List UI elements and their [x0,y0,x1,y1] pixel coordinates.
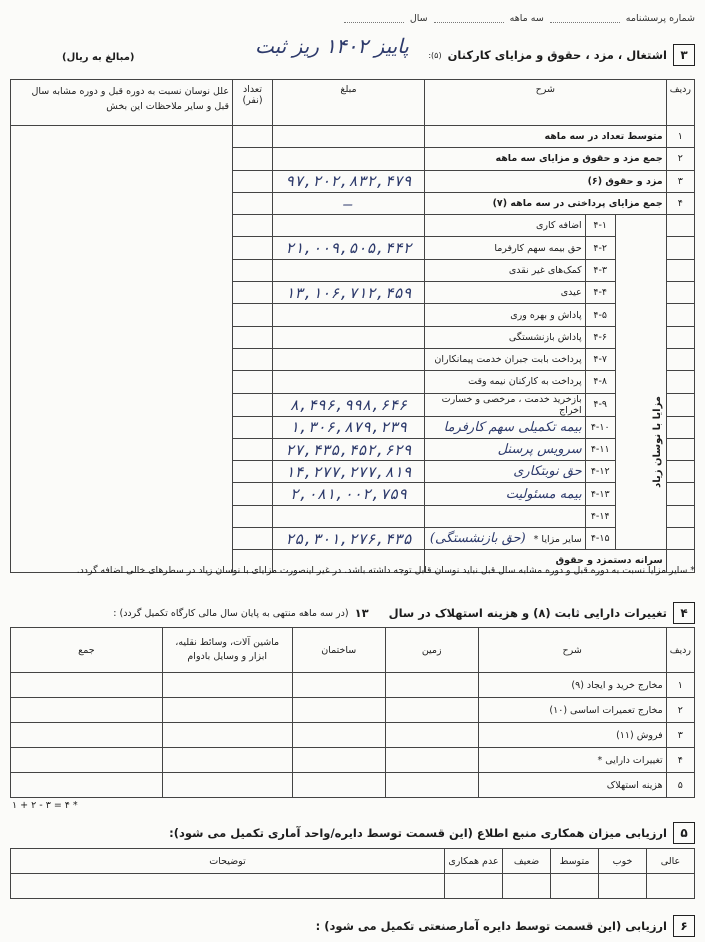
row-index [666,326,694,348]
quarter-field[interactable] [434,13,504,23]
row-amount[interactable]: ۲۱,۰۰۹,۵۰۵,۴۴۲ [273,237,425,259]
s4-col-total: جمع [11,628,163,673]
s4-row-desc: فروش (۱۱) [478,723,666,748]
row-count[interactable] [233,282,273,304]
s4-row-index: ۱ [666,673,694,698]
row-desc [425,528,586,550]
row-desc-handwritten: (حق بازنشستگی) [429,531,526,547]
s4-row-index: ۵ [666,773,694,798]
section6-number: ۶ [673,915,695,937]
s5-col-good: خوب [599,849,647,874]
section5-table [10,848,695,899]
row-amount[interactable]: ۱۴,۲۷۷,۲۷۷,۸۱۹ [273,461,425,483]
section4-table [10,627,695,798]
row-code: ۴-۱۱ [585,438,615,460]
row-code: ۴-۸ [585,371,615,393]
row-desc: سرانه دستمزد و حقوق [425,550,667,572]
row-index [666,528,694,550]
row-count[interactable] [233,483,273,505]
row-desc [425,304,586,326]
s5-col-excellent: عالی [647,849,695,874]
section5-title: ارزیابی میزان همکاری منبع اطلاع (این قسمت توسط دایره/واحد آماری تکمیل می شود): [169,826,667,840]
row-count[interactable] [233,170,273,192]
row-count[interactable] [233,326,273,348]
section3-table [10,79,695,573]
col-count: تعداد (نفر) [233,80,273,126]
row-index [666,371,694,393]
row-index [666,282,694,304]
row-count[interactable] [233,192,273,214]
row-amount[interactable] [273,259,425,281]
row-amount[interactable] [273,326,425,348]
section3-title-ref: (۵): [428,50,442,60]
row-code: ۴-۷ [585,348,615,370]
row-index: ۴ [666,192,694,214]
quarter-label: سه ماهه [509,12,544,24]
section4-title-row [113,602,695,624]
table-row [11,723,695,748]
table-row [11,748,695,773]
section5-number: ۵ [673,822,695,844]
handwritten-period: پاییز ۱۴۰۲ ریز ثبت [255,34,409,58]
row-count[interactable] [233,304,273,326]
row-desc-text: پاداش و بهره وری [510,309,582,321]
section3-footnote: * سایر مزایا نسبت به دوره قبل و دوره مشابه سال قبل نباید نوسان قابل توجه داشته باشد. در غیر اینصورت مزایای با نوسان زیاد در سطرهای خالی اضافه گردد. [76,565,695,576]
row-code: ۴-۹ [585,393,615,416]
col-desc: شرح [425,80,667,126]
s4-value-cell[interactable] [385,748,478,773]
row-code: ۴-۲ [585,237,615,259]
row-amount[interactable] [273,215,425,237]
s4-value-cell[interactable] [385,723,478,748]
row-index: ۳ [666,170,694,192]
row-index: ۱ [666,126,694,148]
s5-col-no-coop: عدم همکاری [445,849,503,874]
col-amount: مبلغ [273,80,425,126]
row-desc-text: پرداخت به کارکنان نیمه وقت [468,376,582,388]
section6-title-row [316,915,695,937]
row-amount[interactable]: ۸,۴۹۶,۹۹۸,۶۴۶ [273,393,425,416]
s4-value-cell[interactable] [385,773,478,798]
row-amount[interactable] [273,126,425,148]
row-desc-text: سایر مزایا * [533,534,582,546]
row-count[interactable] [233,348,273,370]
row-desc-text: کمک‌های غیر نقدی [508,264,582,276]
row-count[interactable] [233,461,273,483]
row-index [666,416,694,438]
s4-value-cell[interactable] [292,673,385,698]
s4-row-desc: هزینه استهلاک [478,773,666,798]
row-desc: جمع مزد و حقوق و مزایای سه ماهه [425,148,667,170]
row-desc [425,215,586,237]
s4-col-machinery: ماشین آلات، وسائط نقلیه، ابزار و وسایل بادوام [162,628,292,673]
row-amount[interactable]: — [273,192,425,214]
s4-col-building: ساختمان [292,628,385,673]
row-desc-text: بازخرید خدمت ، مرخصی و خسارت اخراج [441,393,582,416]
row-code: ۴-۱۴ [585,505,615,527]
s5-cell[interactable] [599,874,647,899]
row-code: ۴-۱۲ [585,461,615,483]
s4-value-cell[interactable] [11,748,163,773]
s4-value-cell[interactable] [385,698,478,723]
s4-value-cell[interactable] [11,698,163,723]
s4-value-cell[interactable] [11,723,163,748]
s4-value-cell[interactable] [292,698,385,723]
s4-value-cell[interactable] [292,773,385,798]
s5-cell[interactable] [551,874,599,899]
row-amount[interactable]: ۱۳,۱۰۶,۷۱۲,۴۵۹ [273,282,425,304]
s4-row-index: ۲ [666,698,694,723]
section3-title: اشتغال ، مزد ، حقوق و مزایای کارکنان [447,48,667,62]
row-count[interactable] [233,148,273,170]
s5-cell[interactable] [503,874,551,899]
section4-title: تغییرات دارایی ثابت (۸) و هزینه استهلاک در سال [388,606,667,620]
row-index [666,237,694,259]
section6-title: ارزیابی (این قسمت توسط دایره آمارصنعتی تکمیل می شود) : [315,919,667,933]
row-amount[interactable] [273,371,425,393]
row-count[interactable] [233,505,273,527]
s5-col-weak: ضعیف [503,849,551,874]
s4-value-cell[interactable] [11,673,163,698]
row-amount[interactable]: ۲۷,۴۳۵,۴۵۲,۶۲۹ [273,438,425,460]
table-row [11,698,695,723]
col-row: ردیف [666,80,694,126]
s4-col-land: زمین [385,628,478,673]
row-index [666,483,694,505]
col-reason: علل نوسان نسبت به دوره قبل و دوره مشابه سال قبل و سایر ملاحظات این بخش [11,80,233,126]
form-header [10,8,695,28]
s4-value-cell[interactable] [292,748,385,773]
row-count[interactable] [233,416,273,438]
row-desc [425,348,586,370]
section3-title-row [428,44,695,66]
s4-row-desc: مخارج تعمیرات اساسی (۱۰) [478,698,666,723]
row-index [666,438,694,460]
row-count[interactable] [233,237,273,259]
row-amount[interactable] [273,304,425,326]
s4-value-cell[interactable] [162,673,292,698]
row-index: ۲ [666,148,694,170]
row-code: ۴-۱۰ [585,416,615,438]
s4-col-desc: شرح [478,628,666,673]
row-desc-text: عیدی [560,287,582,299]
s5-col-notes: توضیحات [11,849,445,874]
row-code: ۴-۱ [585,215,615,237]
row-amount[interactable]: ۲۵,۳۰۱,۲۷۶,۴۳۵ [273,528,425,550]
form-number-label: شماره پرسشنامه [625,12,695,24]
row-index [666,505,694,527]
row-code: ۴-۴ [585,282,615,304]
row-count[interactable] [233,126,273,148]
row-desc [425,237,586,259]
row-desc-text: اضافه کاری [536,220,582,232]
s4-value-cell[interactable] [11,773,163,798]
section4-year: ۱۳ [354,606,369,620]
row-desc [425,438,586,460]
row-index [666,393,694,416]
s5-notes-cell[interactable] [11,874,445,899]
row-desc [425,371,586,393]
s4-value-cell[interactable] [385,673,478,698]
row-desc [425,505,586,527]
table-row [11,126,695,148]
row-amount[interactable]: ۲,۰۸۱,۰۰۲,۷۵۹ [273,483,425,505]
side-label-cell [615,215,666,550]
row-code: ۴-۶ [585,326,615,348]
row-code: ۴-۱۵ [585,528,615,550]
row-code: ۴-۳ [585,259,615,281]
row-desc-text: سرویس پرسنل [497,442,582,457]
row-desc-text: پرداخت بابت جبران خدمت پیمانکاران [434,354,582,366]
row-amount[interactable] [273,148,425,170]
s4-value-cell[interactable] [162,748,292,773]
row-desc [425,282,586,304]
table-row [11,673,695,698]
year-label: سال [409,12,428,24]
row-desc-text: پاداش بازنشستگی [508,331,582,343]
row-desc: جمع مزایای پرداختی در سه ماهه (۷) [425,192,667,214]
row-amount[interactable]: ۱,۳۰۶,۸۷۹,۲۳۹ [273,416,425,438]
s5-cell[interactable] [445,874,503,899]
row-code: ۴-۱۳ [585,483,615,505]
row-count[interactable] [233,215,273,237]
row-code: ۴-۵ [585,304,615,326]
row-amount[interactable] [273,505,425,527]
row-desc [425,259,586,281]
year-field[interactable] [344,13,404,23]
row-index [666,304,694,326]
side-label-high-fluctuation: مزایا با نوسان زیاد [651,396,663,489]
section3-number: ۳ [673,44,695,66]
s4-row-desc: تغییرات دارایی * [478,748,666,773]
row-count[interactable] [233,528,273,550]
row-desc [425,483,586,505]
section4-subtitle: (در سه ماهه منتهی به پایان سال مالی کارگاه تکمیل گردد) : [113,607,349,619]
s4-row-index: ۴ [666,748,694,773]
row-count[interactable] [233,371,273,393]
section5-title-row [169,822,695,844]
row-desc [425,326,586,348]
table-row [11,773,695,798]
s5-cell[interactable] [647,874,695,899]
section4-number: ۴ [673,602,695,624]
s4-row-index: ۳ [666,723,694,748]
row-desc [425,416,586,438]
s4-value-cell[interactable] [162,723,292,748]
row-index [666,215,694,237]
row-desc-text: بیمه تکمیلی سهم کارفرما [443,419,582,435]
s4-value-cell[interactable] [292,723,385,748]
row-amount[interactable] [273,348,425,370]
s4-value-cell[interactable] [162,773,292,798]
s5-col-average: متوسط [551,849,599,874]
s4-col-row: ردیف [666,628,694,673]
amount-unit: (مبالغ به ریال) [62,52,135,63]
row-amount[interactable]: ۹۷,۲۰۲,۸۳۲,۴۷۹ [273,170,425,192]
row-desc [425,461,586,483]
s4-row-desc: مخارج خرید و ایجاد (۹) [478,673,666,698]
row-index [666,259,694,281]
row-count[interactable] [233,438,273,460]
row-count[interactable] [233,393,273,416]
row-index [666,461,694,483]
row-count[interactable] [233,259,273,281]
s4-value-cell[interactable] [162,698,292,723]
row-desc: مزد و حقوق (۶) [425,170,667,192]
row-desc-text: بیمه مسئولیت [505,486,582,502]
row-desc-text: حق بیمه سهم کارفرما [494,242,582,254]
form-number-field[interactable] [550,13,620,23]
section4-formula: * ۴ = ۳ - ۲ + ۱ [12,800,78,811]
row-desc [425,393,586,416]
row-desc-text: حق نوبتکاری [513,464,582,480]
row-desc: متوسط تعداد در سه ماهه [425,126,667,148]
reason-cell[interactable] [11,126,233,573]
row-index [666,348,694,370]
